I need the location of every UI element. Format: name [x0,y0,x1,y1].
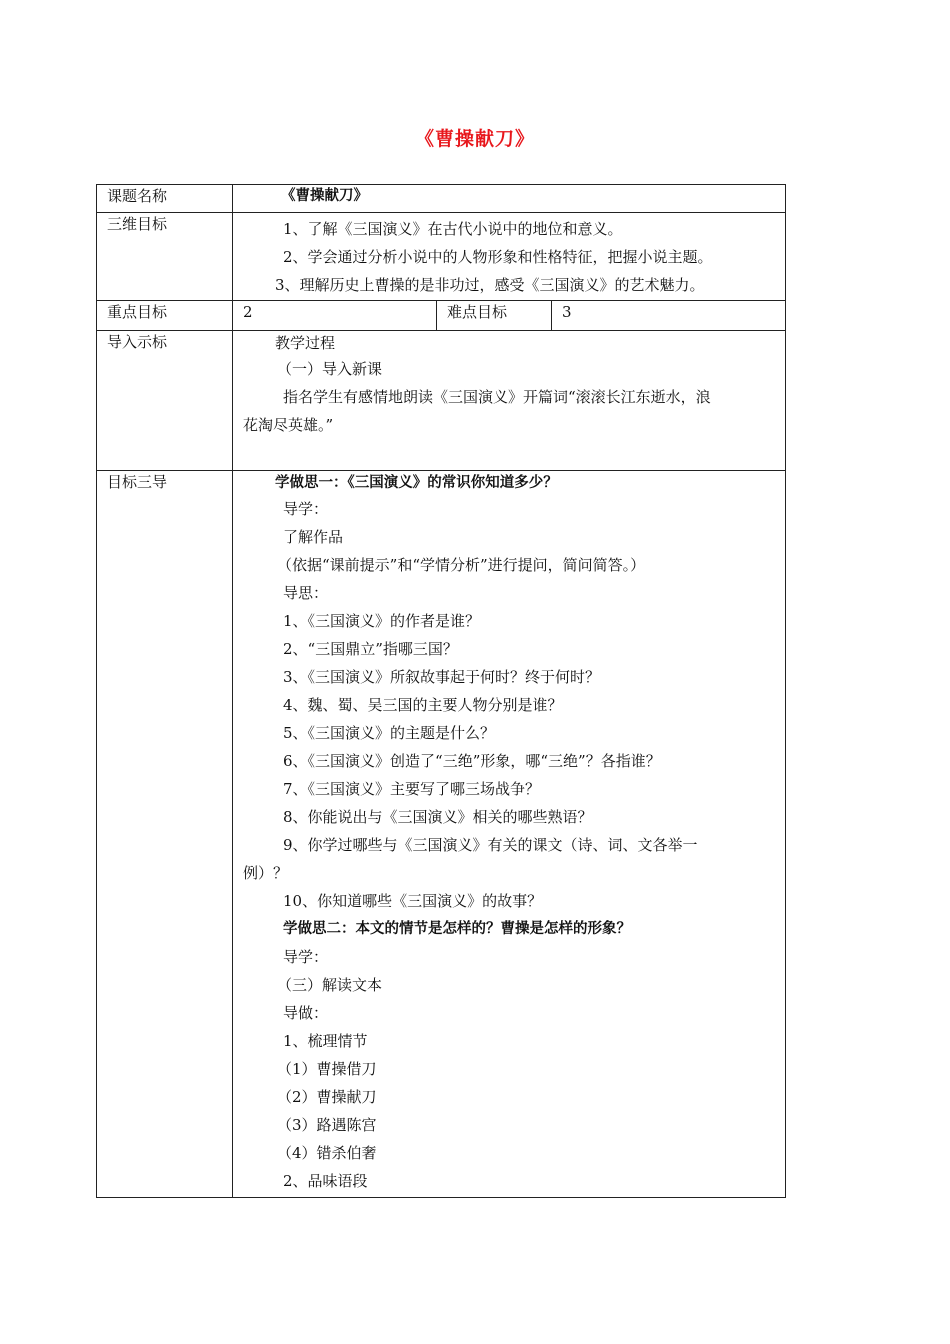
goals-label: 三维目标 [97,213,233,301]
question-item: 9、你学过哪些与《三国演义》有关的课文（诗、词、文各举一 [283,836,698,854]
document-title: 《曹操献刀》 [414,128,535,150]
lesson-plan-table [96,184,786,1198]
guide-study-label: 导学： [283,948,329,966]
plot-title: 1、梳理情节 [283,1032,368,1050]
guide-label: 目标三导 [97,471,233,1198]
question-item: 6、《三国演义》创造了“三绝”形象，哪“三绝”？各指谁？ [283,752,661,770]
question-item: 3、《三国演义》所叙故事起于何时？终于何时？ [283,668,601,686]
goals-cell [233,213,786,301]
topic-value: 《曹操献刀》 [281,188,368,204]
row-goals [97,213,786,301]
process-heading: 教学过程 [275,334,336,352]
plot-item: （3）路遇陈宫 [277,1116,377,1134]
guide-cell [233,471,786,1198]
intro-text-cont: 花淘尽英雄。” [243,416,334,434]
section-three-heading: （三）解读文本 [277,976,383,994]
intro-subheading: （一）导入新课 [277,360,383,378]
guide-study-label: 导学： [283,500,329,518]
key-goal-value: 2 [233,301,437,331]
guide-do-label: 导做： [283,1004,329,1022]
topic-cell [233,185,786,213]
question-item: 7、《三国演义》主要写了哪三场战争？ [283,780,541,798]
row-topic [97,185,786,213]
goal-item: 3、理解历史上曹操的是非功过，感受《三国演义》的艺术魅力。 [275,276,705,294]
goal-item: 1、了解《三国演义》在古代小说中的地位和意义。 [283,220,623,238]
plot-item: （2）曹操献刀 [277,1088,377,1106]
question-item: 10、你知道哪些《三国演义》的故事？ [283,892,543,910]
guide-hint: （依据“课前提示”和“学情分析”进行提问，简问简答。） [277,556,646,574]
taste-passage-item: 2、品味语段 [283,1172,368,1190]
question-item: 2、“三国鼎立”指哪三国？ [283,640,458,658]
intro-label: 导入示标 [97,331,233,471]
question-item: 4、魏、蜀、吴三国的主要人物分别是谁？ [283,696,563,714]
topic-label: 课题名称 [97,185,233,213]
question-item-cont: 例）？ [243,864,289,882]
guide-work-label: 了解作品 [283,528,344,546]
plot-item: （1）曹操借刀 [277,1060,377,1078]
key-goal-label: 重点目标 [97,301,233,331]
difficult-goal-label: 难点目标 [437,301,552,331]
question-item: 5、《三国演义》的主题是什么？ [283,724,496,742]
row-key-difficult [97,301,786,331]
row-intro [97,331,786,471]
question-item: 1、《三国演义》的作者是谁？ [283,612,481,630]
question-two-heading: 学做思二：本文的情节是怎样的？曹操是怎样的形象？ [283,921,631,937]
row-guide [97,471,786,1198]
intro-text: 指名学生有感情地朗读《三国演义》开篇词“滚滚长江东逝水，浪 [283,388,711,406]
intro-cell [233,331,786,471]
difficult-goal-value: 3 [552,301,786,331]
plot-item: （4）错杀伯奢 [277,1144,377,1162]
goal-item: 2、学会通过分析小说中的人物形象和性格特征，把握小说主题。 [283,248,713,266]
question-one-heading: 学做思一：《三国演义》的常识你知道多少？ [275,475,558,491]
guide-think-label: 导思： [283,584,329,602]
question-item: 8、你能说出与《三国演义》相关的哪些熟语？ [283,808,593,826]
